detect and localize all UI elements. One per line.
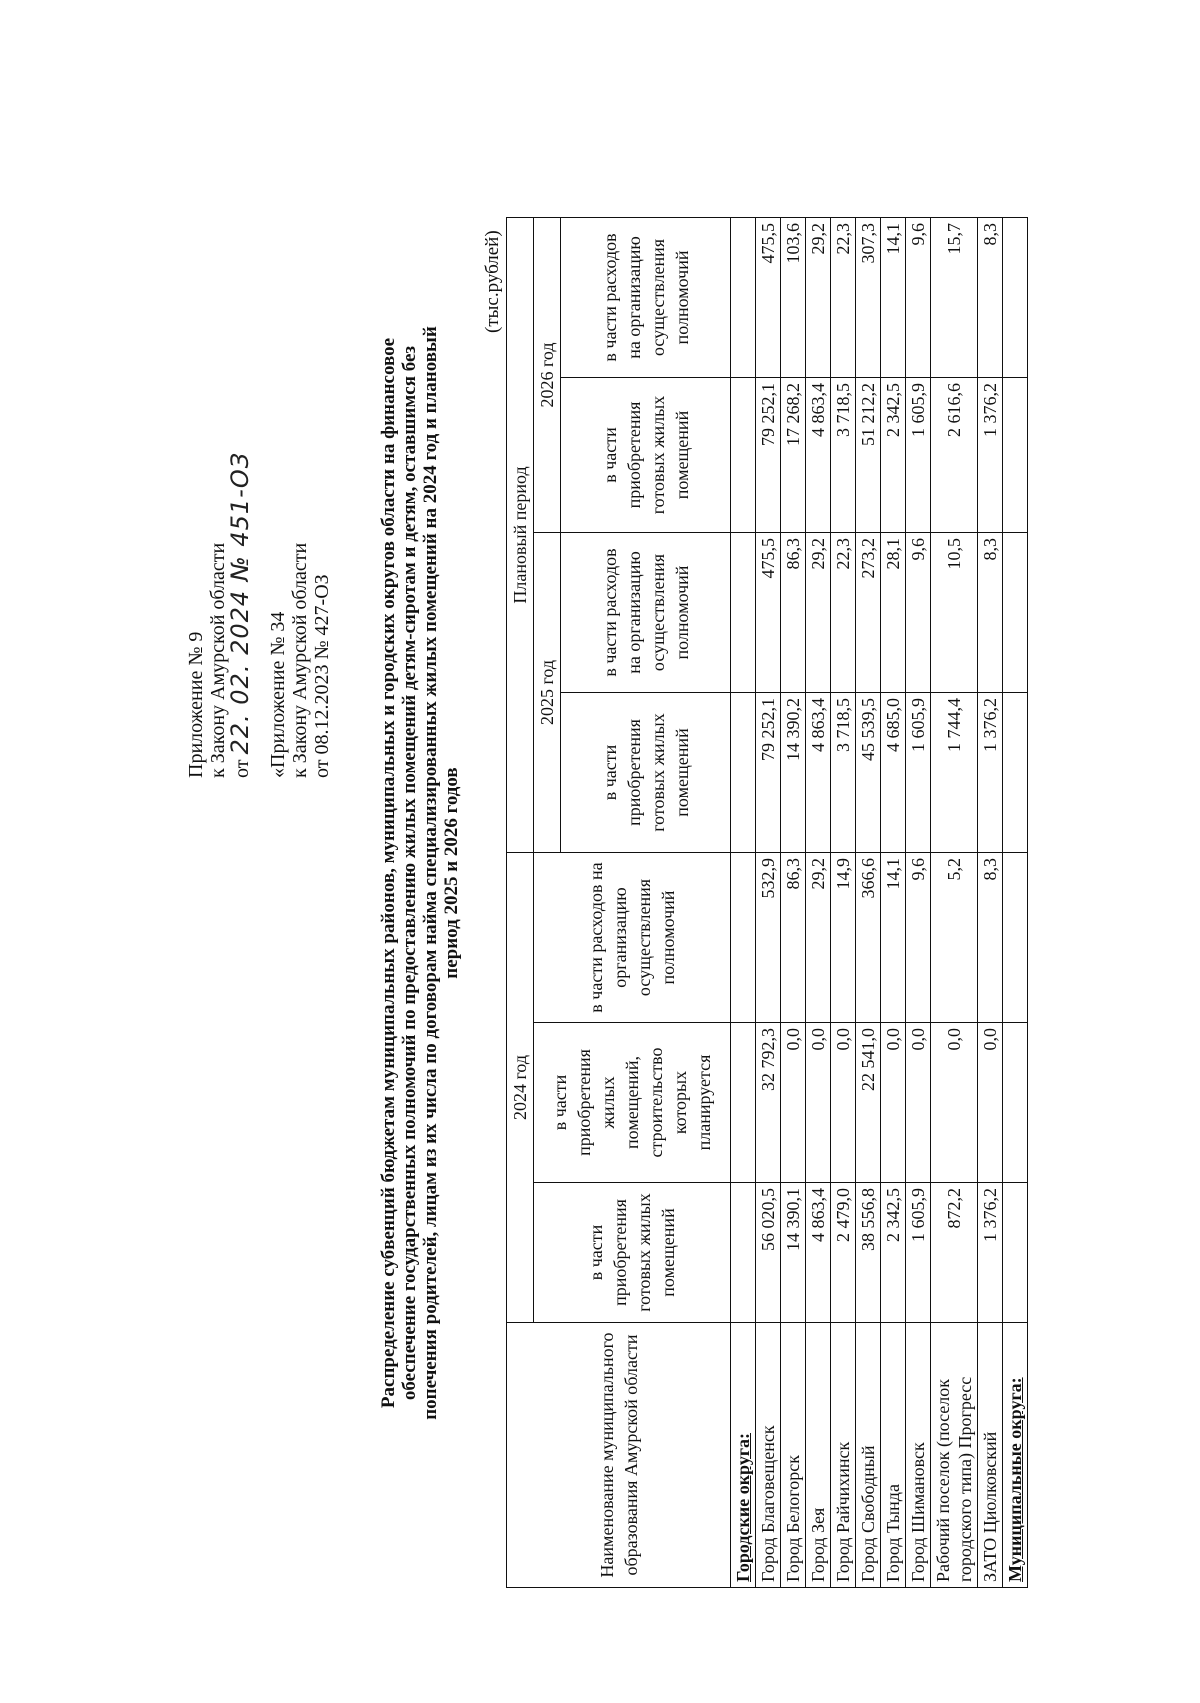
row-name-line: городского типа) Прогресс	[955, 1376, 975, 1582]
header-year-2024: 2024 год	[507, 853, 534, 1323]
row-name: Город Тында	[881, 1323, 906, 1588]
cell-2024-ready: 872,2	[931, 1183, 978, 1323]
cell-2025-admin: 475,5	[756, 533, 781, 693]
cell-2026-admin: 9,6	[906, 217, 931, 377]
header-2025-admin: в части расходов на организацию осуществления полномочий	[561, 533, 731, 693]
cell-2025-ready: 1 744,4	[931, 693, 978, 853]
cell-2024-ready: 4 863,4	[806, 1183, 831, 1323]
cell-2025-ready: 45 539,5	[856, 693, 881, 853]
header-2026-admin: в части расходов на организацию осуществления полномочий	[561, 217, 731, 377]
cell-2026-ready: 1 605,9	[906, 378, 931, 533]
row-name: Город Райчихинск	[831, 1323, 856, 1588]
table-row	[781, 217, 806, 1587]
header-2024-admin: в части расходов на организацию осуществления полномочий	[534, 853, 731, 1023]
table-row	[756, 217, 781, 1587]
cell-2025-admin: 10,5	[931, 533, 978, 693]
cell-2026-ready: 2 342,5	[881, 378, 906, 533]
appendix-line: Приложение № 9	[185, 631, 207, 778]
row-name: Город Белогорск	[781, 1323, 806, 1588]
cell-2024-construction: 0,0	[906, 1023, 931, 1183]
header-planned-period: Плановый период	[507, 217, 534, 852]
units-label: (тыс.рублей)	[482, 230, 503, 333]
cell-2026-ready: 79 252,1	[756, 378, 781, 533]
cell-2024-admin: 366,6	[856, 853, 881, 1023]
cell-2025-admin: 273,2	[856, 533, 881, 693]
row-name: Город Шимановск	[906, 1323, 931, 1588]
cell-2025-ready: 3 718,5	[831, 693, 856, 853]
date-prefix: от	[231, 759, 253, 778]
cell-2026-ready: 3 718,5	[831, 378, 856, 533]
title-line: обеспечение государственных полномочий по предоставлению жилых помещений детям-сиротам и детям, оставшимся без	[399, 345, 420, 1401]
cell-2025-admin: 9,6	[906, 533, 931, 693]
cell-2024-construction: 0,0	[806, 1023, 831, 1183]
cell-2026-ready: 1 376,2	[978, 378, 1003, 533]
cell-2024-admin: 532,9	[756, 853, 781, 1023]
cell-2024-admin: 5,2	[931, 853, 978, 1023]
row-name: ЗАТО Циолковский	[978, 1323, 1003, 1588]
cell-2026-admin: 29,2	[806, 217, 831, 377]
cell-2026-admin: 15,7	[931, 217, 978, 377]
title-line: период 2025 и 2026 годов	[441, 767, 462, 979]
cell-2024-construction: 0,0	[781, 1023, 806, 1183]
cell-2025-ready: 4 685,0	[881, 693, 906, 853]
table-row	[978, 217, 1003, 1587]
prior-appendix-line: «Приложение № 34	[267, 611, 289, 778]
row-name: Город Свободный	[856, 1323, 881, 1588]
cell-2025-ready: 79 252,1	[756, 693, 781, 853]
cell-2024-admin: 14,9	[831, 853, 856, 1023]
subvention-table	[506, 217, 1028, 1588]
table-row	[931, 217, 978, 1587]
cell-2024-ready: 14 390,1	[781, 1183, 806, 1323]
cell-2026-admin: 475,5	[756, 217, 781, 377]
table-row	[831, 217, 856, 1587]
cell-2024-construction: 0,0	[881, 1023, 906, 1183]
cell-2025-admin: 8,3	[978, 533, 1003, 693]
table-row	[906, 217, 931, 1587]
cell-2025-ready: 14 390,2	[781, 693, 806, 853]
cell-2026-admin: 8,3	[978, 217, 1003, 377]
cell-2025-ready: 1 605,9	[906, 693, 931, 853]
row-name: Город Благовещенск	[756, 1323, 781, 1588]
header-year-2025: 2025 год	[534, 533, 561, 853]
cell-2025-ready: 1 376,2	[978, 693, 1003, 853]
cell-2024-ready: 1 376,2	[978, 1183, 1003, 1323]
cell-2024-construction: 0,0	[978, 1023, 1003, 1183]
section-city-districts: Городские округа:	[731, 1323, 756, 1588]
handwritten-date: 22. 02. 2024 № 451-ОЗ	[226, 451, 254, 755]
cell-2024-admin: 14,1	[881, 853, 906, 1023]
header-2024-construction: в части приобретения жилых помещений, строительство которых планируется	[534, 1023, 731, 1183]
section-municipal-districts: Муниципальные округа:	[1003, 1323, 1028, 1588]
law-date-line	[226, 451, 254, 778]
cell-2025-admin: 28,1	[881, 533, 906, 693]
cell-2026-ready: 2 616,6	[931, 378, 978, 533]
header-year-2026: 2026 год	[534, 217, 561, 532]
cell-2024-construction: 22 541,0	[856, 1023, 881, 1183]
table-row	[856, 217, 881, 1587]
prior-law-line: к Закону Амурской области	[289, 542, 311, 778]
cell-2024-construction: 32 792,3	[756, 1023, 781, 1183]
law-line: к Закону Амурской области	[207, 542, 229, 778]
document-title	[378, 208, 462, 1538]
cell-2024-ready: 2 342,5	[881, 1183, 906, 1323]
cell-2024-admin: 8,3	[978, 853, 1003, 1023]
cell-2026-admin: 307,3	[856, 217, 881, 377]
prior-date-line: от 08.12.2023 № 427-ОЗ	[311, 574, 333, 778]
cell-2025-admin: 86,3	[781, 533, 806, 693]
cell-2024-ready: 38 556,8	[856, 1183, 881, 1323]
document-header	[185, 452, 333, 778]
cell-2026-ready: 17 268,2	[781, 378, 806, 533]
cell-2024-ready: 2 479,0	[831, 1183, 856, 1323]
row-name	[931, 1323, 978, 1588]
title-line: попечения родителей, лицам из их числа по договорам найма специализированных жилых помещений на 2024 год и плановый	[420, 326, 441, 1420]
cell-2026-admin: 103,6	[781, 217, 806, 377]
cell-2025-admin: 22,3	[831, 533, 856, 693]
cell-2025-admin: 29,2	[806, 533, 831, 693]
cell-2026-admin: 22,3	[831, 217, 856, 377]
row-name-line: Рабочий поселок (поселок	[933, 1378, 953, 1582]
title-line: Распределение субвенций бюджетам муниципальных районов, муниципальных и городских округов области на финансовое	[378, 337, 399, 1409]
cell-2026-ready: 51 212,2	[856, 378, 881, 533]
cell-2024-admin: 86,3	[781, 853, 806, 1023]
table-row	[881, 217, 906, 1587]
cell-2024-construction: 0,0	[931, 1023, 978, 1183]
header-2025-ready: в части приобретения готовых жилых помещений	[561, 693, 731, 853]
header-2024-ready: в части приобретения готовых жилых помещений	[534, 1183, 731, 1323]
row-name: Город Зея	[806, 1323, 831, 1588]
cell-2024-ready: 1 605,9	[906, 1183, 931, 1323]
table-row	[806, 217, 831, 1587]
cell-2024-admin: 29,2	[806, 853, 831, 1023]
header-2026-ready: в части приобретения готовых жилых помещений	[561, 378, 731, 533]
header-municipality: Наименование муниципального образования Амурской области	[507, 1323, 731, 1588]
cell-2025-ready: 4 863,4	[806, 693, 831, 853]
cell-2026-admin: 14,1	[881, 217, 906, 377]
cell-2024-admin: 9,6	[906, 853, 931, 1023]
cell-2024-ready: 56 020,5	[756, 1183, 781, 1323]
cell-2026-ready: 4 863,4	[806, 378, 831, 533]
cell-2024-construction: 0,0	[831, 1023, 856, 1183]
